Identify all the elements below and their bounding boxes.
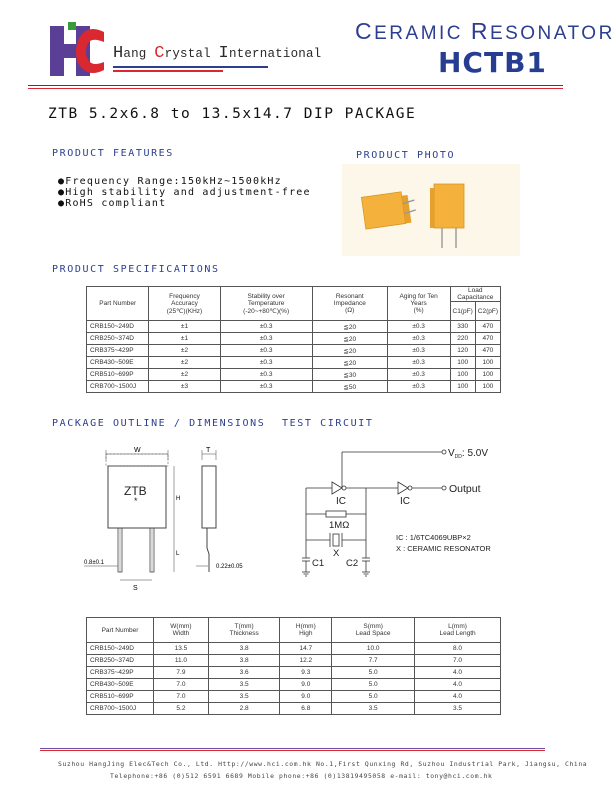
table-cell: 220 (450, 333, 475, 345)
table-cell: 3.5 (332, 703, 415, 715)
table-cell: 7.0 (415, 655, 501, 667)
table-cell: ±2 (149, 357, 220, 369)
table-cell: CRB430~509E (87, 357, 149, 369)
table-cell: 11.0 (154, 655, 209, 667)
table-cell: 4.0 (415, 679, 501, 691)
table-row (87, 357, 501, 369)
table-cell: CRB375~429P (87, 667, 154, 679)
company-name: Hang Crystal International (113, 44, 322, 63)
footer-address: Suzhou HangJing Elec&Tech Co., Ltd. Http://www.hci.com.hk No.1,First Qunxing Rd, Suzhou Industrial Park, Jiangsu, China (58, 760, 588, 768)
table-cell: ±0.3 (220, 381, 312, 393)
table-cell: 120 (450, 345, 475, 357)
table-cell: 3.8 (208, 655, 280, 667)
col-c2: C2(pF) (475, 302, 500, 321)
resistor-label: 1MΩ (329, 520, 350, 531)
col-freq: Frequency Accuracy (25℃)(KHz) (149, 287, 220, 321)
table-cell: 4.0 (415, 691, 501, 703)
table-cell: 7.7 (332, 655, 415, 667)
table-cell: 5.2 (154, 703, 209, 715)
col-thickness: T(mm) Thickness (208, 618, 280, 643)
table-cell: CRB150~249D (87, 321, 149, 333)
col-part: Part Number (87, 287, 149, 321)
table-cell: 3.5 (415, 703, 501, 715)
table-cell: CRB700~1500J (87, 381, 149, 393)
table-cell: ±0.3 (387, 333, 450, 345)
body-text: ZTB (124, 484, 147, 498)
table-cell: 3.5 (208, 679, 280, 691)
c1-label: C1 (312, 558, 325, 569)
col-high: H(mm) High (280, 618, 332, 643)
table-cell: ≦20 (312, 345, 387, 357)
col-stability: Stability over Temperature (-20~+80℃)(%) (220, 287, 312, 321)
table-row (87, 321, 501, 333)
label-l: L (176, 551, 180, 557)
specs-table (86, 286, 501, 393)
body-mark: * (134, 496, 138, 506)
table-row (87, 345, 501, 357)
table-cell: ±1 (149, 333, 220, 345)
table-cell: 14.7 (280, 643, 332, 655)
dimensions-table (86, 617, 501, 715)
package-title: ZTB 5.2x6.8 to 13.5x14.7 DIP PACKAGE (48, 106, 417, 122)
model-number: HCTB1 (438, 46, 547, 79)
table-cell: ≦20 (312, 357, 387, 369)
table-cell: 5.0 (332, 679, 415, 691)
label-t: T (206, 447, 211, 454)
table-cell: ±2 (149, 345, 220, 357)
col-aging: Aging for Ten Years (%) (387, 287, 450, 321)
footer-rule-red (40, 750, 545, 751)
table-cell: 4.0 (415, 667, 501, 679)
header-divider (28, 85, 563, 86)
table-cell: 470 (475, 345, 500, 357)
table-cell: 8.0 (415, 643, 501, 655)
feature-list (58, 176, 311, 209)
table-cell: ≦50 (312, 381, 387, 393)
table-row (87, 655, 501, 667)
table-row (87, 369, 501, 381)
table-cell: ±0.3 (220, 369, 312, 381)
table-cell: ±0.3 (387, 321, 450, 333)
table-cell: ≦30 (312, 369, 387, 381)
table-cell: 2.8 (208, 703, 280, 715)
feature-item: ●RoHS compliant (58, 198, 167, 209)
col-width: W(mm) Width (154, 618, 209, 643)
footer-rule (40, 748, 545, 749)
table-cell: 9.0 (280, 679, 332, 691)
table-cell: ±2 (149, 369, 220, 381)
table-cell: CRB430~509E (87, 679, 154, 691)
table-cell: CRB250~374D (87, 655, 154, 667)
feature-item: ●Frequency Range:150kHz~1500kHz (58, 176, 282, 187)
table-cell: ±3 (149, 381, 220, 393)
table-cell: 100 (475, 369, 500, 381)
circuit-note-x: X : CERAMIC RESONATOR (396, 544, 491, 553)
vdd-label: $V_{DD}$: 5.0V (448, 448, 489, 460)
col-load: Load Capacitance (450, 287, 500, 302)
ic1-label: IC (336, 496, 346, 507)
table-cell: 3.8 (208, 643, 280, 655)
table-cell: 7.0 (154, 679, 209, 691)
circuit-note-ic: IC : 1/6TC4069UBP×2 (396, 533, 471, 542)
table-cell: 12.2 (280, 655, 332, 667)
table-cell: 100 (450, 369, 475, 381)
table-cell: 7.0 (154, 691, 209, 703)
table-cell: ±0.3 (220, 357, 312, 369)
table-cell: 3.5 (208, 691, 280, 703)
label-h: H (176, 496, 181, 502)
table-cell: ±0.3 (387, 357, 450, 369)
col-lead-length: L(mm) Lead Length (415, 618, 501, 643)
logo-rule (113, 66, 268, 68)
table-row (87, 703, 501, 715)
table-cell: ±1 (149, 321, 220, 333)
table-cell: 470 (475, 321, 500, 333)
table-row (87, 381, 501, 393)
table-cell: 5.0 (332, 691, 415, 703)
table-cell: ±0.3 (387, 381, 450, 393)
table-cell: 9.3 (280, 667, 332, 679)
col-lead-space: S(mm) Lead Space (332, 618, 415, 643)
footer-contact: Telephone:+86 (0)512 6591 6689 Mobile phone:+86 (0)13819495058 e-mail: tony@hci.com.hk (110, 772, 493, 780)
table-cell: ≦20 (312, 321, 387, 333)
table-cell: 5.0 (332, 667, 415, 679)
test-circuit-diagram (296, 440, 516, 580)
table-cell: 7.9 (154, 667, 209, 679)
table-row (87, 691, 501, 703)
table-row (87, 643, 501, 655)
table-cell: CRB510~699P (87, 369, 149, 381)
table-row (87, 679, 501, 691)
table-cell: ±0.3 (220, 321, 312, 333)
table-cell: 6.8 (280, 703, 332, 715)
col-impedance: Resonant Impedance (Ω) (312, 287, 387, 321)
table-cell: ±0.3 (220, 333, 312, 345)
table-cell: ±0.3 (387, 345, 450, 357)
outline-heading: PACKAGE OUTLINE / DIMENSIONS (52, 418, 266, 429)
table-cell: CRB375~429P (87, 345, 149, 357)
table-cell: 100 (450, 381, 475, 393)
specs-heading: PRODUCT SPECIFICATIONS (52, 264, 220, 275)
col-part: Part Number (87, 618, 154, 643)
features-heading: PRODUCT FEATURES (52, 148, 174, 159)
circuit-heading: TEST CIRCUIT (282, 418, 374, 429)
table-cell: CRB150~249D (87, 643, 154, 655)
logo-rule-red (113, 70, 223, 72)
c2-label: C2 (346, 558, 359, 569)
table-cell: 100 (450, 357, 475, 369)
company-logo (46, 22, 108, 80)
table-cell: ±0.3 (220, 345, 312, 357)
table-cell: 13.5 (154, 643, 209, 655)
header-divider-red (28, 88, 563, 89)
table-cell: ±0.3 (387, 369, 450, 381)
col-c1: C1(pF) (450, 302, 475, 321)
pin-thickness: 0.22±0.05 (216, 564, 243, 570)
table-cell: CRB250~374D (87, 333, 149, 345)
table-cell: 330 (450, 321, 475, 333)
pin-dia: 0.8±0.1 (84, 560, 104, 566)
product-photo (342, 164, 520, 256)
table-cell: CRB510~699P (87, 691, 154, 703)
table-cell: 100 (475, 357, 500, 369)
category-title: CERAMIC RESONATOR (355, 18, 615, 44)
table-row (87, 667, 501, 679)
photo-heading: PRODUCT PHOTO (356, 150, 456, 161)
label-w: W (134, 447, 141, 454)
output-label: Output (449, 483, 481, 495)
table-cell: 10.0 (332, 643, 415, 655)
package-outline-drawing (84, 440, 264, 600)
table-cell: 3.6 (208, 667, 280, 679)
ic2-label: IC (400, 496, 410, 507)
table-cell: 100 (475, 381, 500, 393)
table-cell: ≦20 (312, 333, 387, 345)
table-cell: 470 (475, 333, 500, 345)
feature-item: ●High stability and adjustment-free (58, 187, 311, 198)
x-label: X (333, 548, 340, 559)
table-row (87, 333, 501, 345)
table-cell: CRB700~1500J (87, 703, 154, 715)
table-cell: 9.0 (280, 691, 332, 703)
label-s: S (133, 585, 138, 592)
